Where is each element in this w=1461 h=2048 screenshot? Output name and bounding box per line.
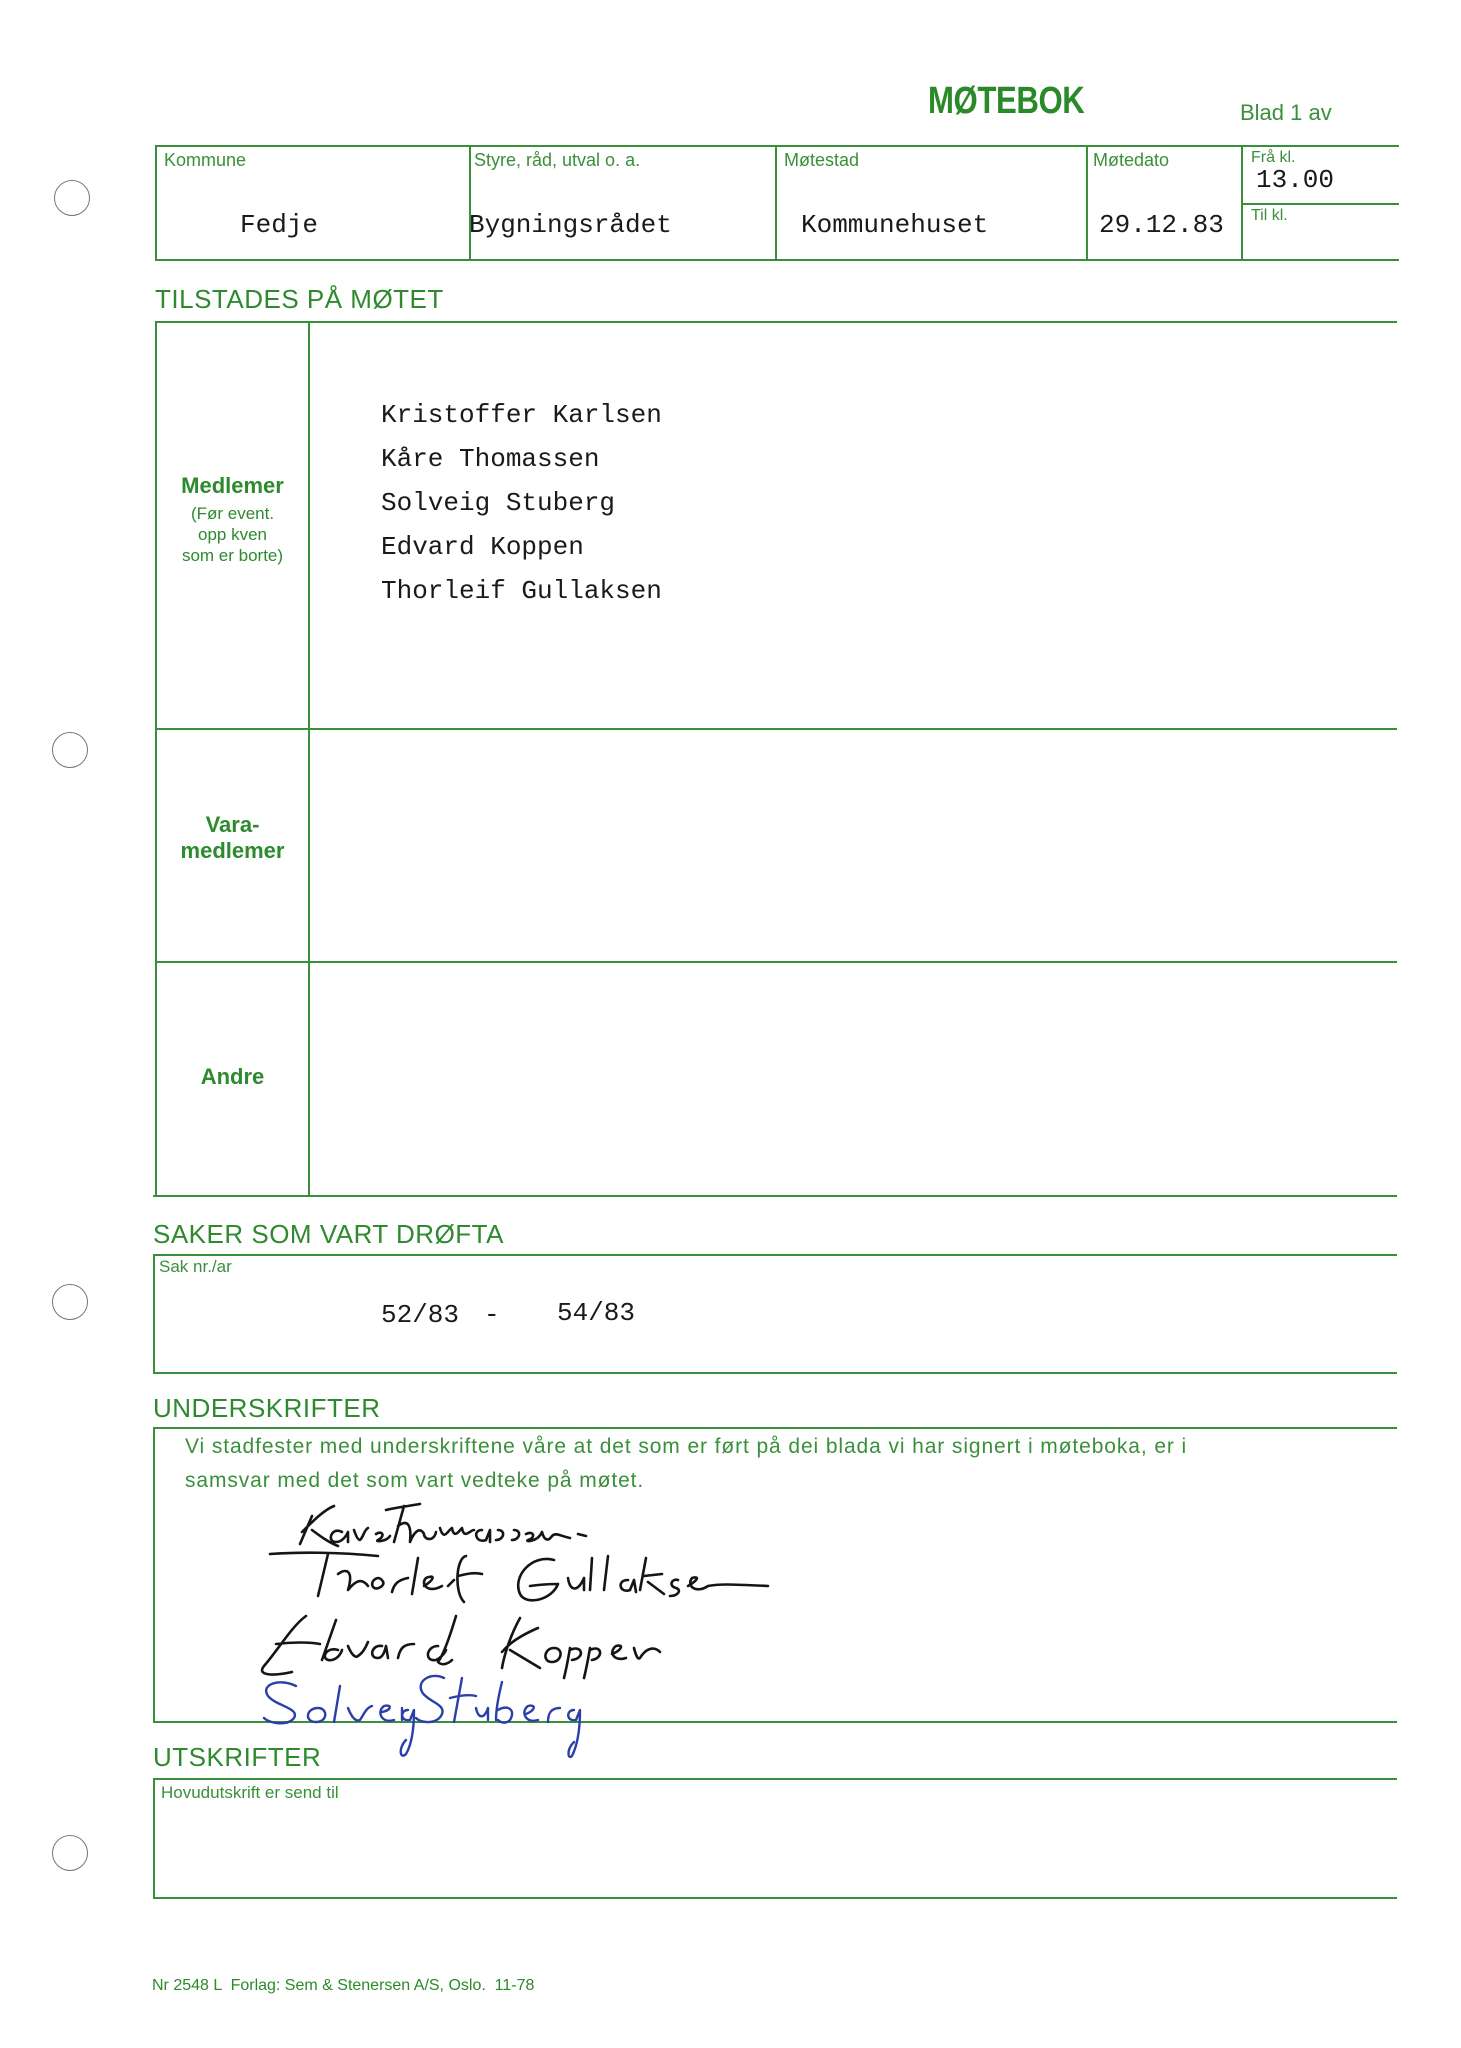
medlemer-note-2: opp kven bbox=[198, 525, 267, 544]
cases-label: Sak nr./ar bbox=[159, 1257, 232, 1276]
fra-value: 13.00 bbox=[1256, 165, 1335, 195]
medlemer-note-1: (Før event. bbox=[190, 504, 275, 523]
binder-hole-4 bbox=[52, 1835, 88, 1871]
list-item: Thorleif Gullaksen bbox=[381, 576, 662, 606]
case-dash: - bbox=[484, 1300, 500, 1330]
styre-label: Styre, råd, utval o. a. bbox=[474, 150, 641, 170]
medlemer-label-block bbox=[157, 473, 308, 566]
andre-label: Andre bbox=[200, 1064, 265, 1089]
medlemer-note-3: som er borte) bbox=[181, 546, 284, 565]
copies-label: Hovudutskrift er send til bbox=[161, 1783, 339, 1802]
blad-label: Blad 1 av bbox=[1240, 100, 1332, 125]
vara-label-2: medlemer bbox=[180, 838, 285, 863]
vara-label-block bbox=[157, 812, 308, 864]
copies-heading: UTSKRIFTER bbox=[153, 1742, 322, 1772]
motestad-value: Kommunehuset bbox=[801, 210, 989, 240]
list-item: Edvard Koppen bbox=[381, 532, 584, 562]
case-from: 52/83 bbox=[381, 1300, 460, 1330]
binder-hole-2 bbox=[52, 732, 88, 768]
signatures-text-2: samsvar med det som vart vedteke på møtet. bbox=[185, 1469, 645, 1492]
list-item: Solveig Stuberg bbox=[381, 488, 616, 518]
list-item: Kristoffer Karlsen bbox=[381, 400, 662, 430]
attendance-heading: TILSTADES PÅ MØTET bbox=[155, 284, 444, 314]
list-item: Kåre Thomassen bbox=[381, 444, 600, 474]
binder-hole-1 bbox=[54, 180, 90, 216]
motedato-value: 29.12.83 bbox=[1099, 210, 1224, 240]
footer-publisher: Nr 2548 L Forlag: Sem & Stenersen A/S, Oslo. 11-78 bbox=[152, 1977, 535, 1994]
binder-hole-3 bbox=[52, 1284, 88, 1320]
kommune-value: Fedje bbox=[240, 210, 319, 240]
andre-label-block bbox=[157, 1064, 308, 1090]
cases-heading: SAKER SOM VART DRØFTA bbox=[153, 1219, 504, 1249]
fra-label: Frå kl. bbox=[1251, 149, 1296, 166]
medlemer-label: Medlemer bbox=[181, 473, 284, 498]
styre-value: Bygningsrådet bbox=[469, 210, 672, 240]
motedato-label: Møtedato bbox=[1093, 150, 1170, 170]
signatures-text-1: Vi stadfester med underskriftene våre at det som er ført på dei blada vi har signert i møteboka, er i bbox=[185, 1435, 1188, 1458]
til-label: Til kl. bbox=[1251, 207, 1288, 224]
document-title: MØTEBOK bbox=[928, 80, 1085, 122]
kommune-label: Kommune bbox=[164, 150, 247, 170]
motestad-label: Møtestad bbox=[784, 150, 860, 170]
signatures-heading: UNDERSKRIFTER bbox=[153, 1393, 381, 1423]
members-list bbox=[381, 393, 662, 613]
case-to: 54/83 bbox=[557, 1298, 636, 1328]
vara-label-1: Vara- bbox=[205, 812, 260, 837]
